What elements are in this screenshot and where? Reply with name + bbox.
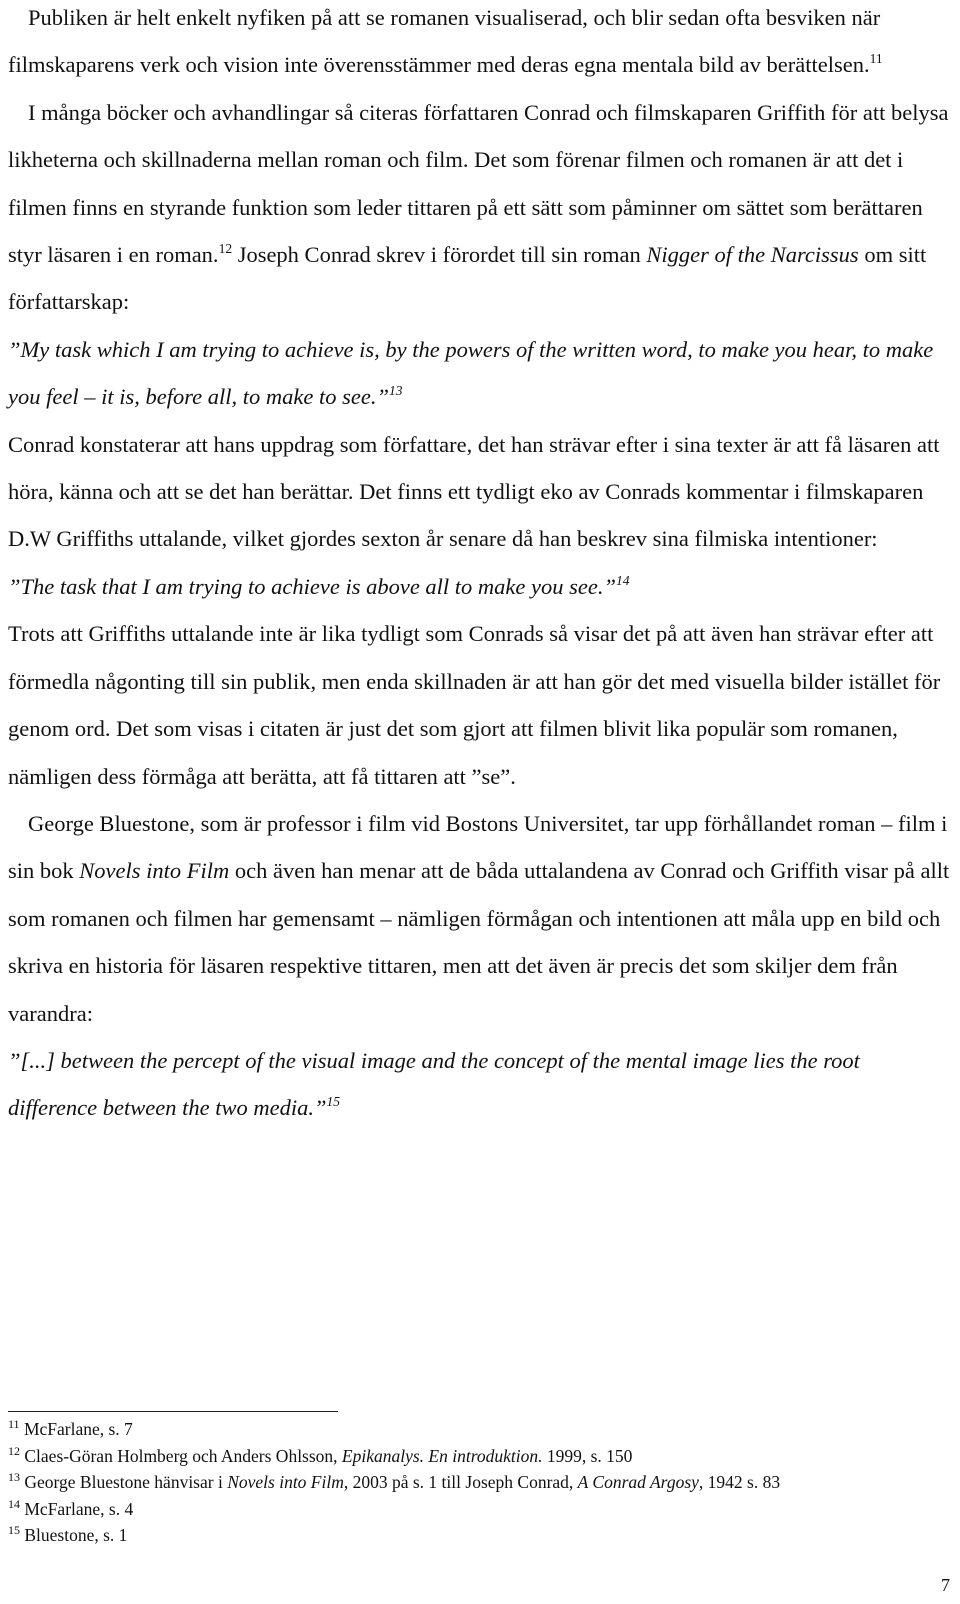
book-title: Novels into Film: [79, 858, 230, 884]
quote-close-mark: ”: [313, 1095, 327, 1121]
block-quote-bluestone: [8, 1037, 952, 1132]
footnote-13: [8, 1469, 952, 1496]
quote-text: The task that I am trying to achieve is above all to make you see.: [20, 573, 604, 599]
block-quote-griffith: [8, 563, 952, 610]
footnote-text: Claes-Göran Holmberg och Anders Ohlsson,: [24, 1445, 342, 1466]
paragraph-audience: [8, 0, 952, 89]
footnote-number: 14: [8, 1496, 20, 1511]
quote-open-mark: ”: [8, 573, 21, 599]
footnote-title: A Conrad Argosy: [577, 1472, 699, 1492]
footnote-number: 13: [8, 1470, 20, 1484]
paragraph-text: George Bluestone, som är professor i film vid Bostons Universitet, tar upp förhållandet roman – film i sin bok: [8, 810, 948, 884]
footnote-text: , 1942 s. 83: [698, 1472, 781, 1492]
paragraph-text: I många böcker och avhandlingar så citeras författaren Conrad och filmskaparen Griffith för att belysa likheterna och skillnaderna mellan roman och film. Det som förenar filmen och romanen är att det i filmen finns en styrande funktion som leder tittaren på ett sätt som påminner om sättet som berättaren styr läsaren i en roman.: [8, 99, 949, 268]
paragraph-text: om sitt författarskap:: [8, 242, 927, 315]
quote-text: [...] between the percept of the visual image and the concept of the mental image lies the root difference between the two media.: [8, 1047, 860, 1121]
footnote-ref-13[interactable]: 13: [388, 383, 403, 399]
footnote-separator: [8, 1411, 338, 1412]
quote-open-mark: ”: [8, 336, 21, 362]
book-title: Nigger of the Narcissus: [646, 242, 859, 268]
footnote-text: , 2003 på s. 1 till Joseph Conrad,: [343, 1472, 578, 1492]
paragraph-text: Publiken är helt enkelt nyfiken på att se romanen visualiserad, och blir sedan ofta besviken när filmskaparens verk och vision inte överensstämmer med deras egna mentala bild av berättelsen.: [8, 5, 881, 78]
page-number: 7: [941, 1575, 950, 1595]
paragraph-conrad-mission: [8, 421, 952, 563]
paragraph-text: Conrad konstaterar att hans uppdrag som författare, det han strävar efter i sina texter är att få läsaren att höra, känna och att se det han berättar. Det finns ett tydligt eko av Conrads kommentar i filmskaparen D.W Griffiths uttalande, vilket gjordes sexton år senare då han beskrev sina filmiska intentioner:: [8, 431, 940, 552]
quote-open-mark: ”: [8, 1047, 21, 1073]
footnote-12: [8, 1443, 952, 1470]
footnote-number: 15: [8, 1523, 20, 1537]
paragraph-griffith-comparison: [8, 610, 952, 800]
footnote-text: Bluestone, s. 1: [24, 1525, 128, 1545]
body-text: [8, 0, 952, 1132]
quote-text: My task which I am trying to achieve is, by the powers of the written word, to make you hear, to make you feel – it is, before all, to make to see.: [8, 336, 934, 410]
footnote-title: Novels into Film: [227, 1472, 344, 1492]
paragraph-bluestone: [8, 800, 952, 1037]
footnote-text: McFarlane, s. 7: [23, 1419, 133, 1439]
footnote-number: 12: [8, 1443, 20, 1458]
footnote-ref-14[interactable]: 14: [616, 572, 630, 588]
footnote-title: Epikanalys. En introduktion.: [341, 1445, 543, 1466]
quote-close-mark: ”: [376, 384, 389, 410]
paragraph-text: Trots att Griffiths uttalande inte är lika tydligt som Conrads så visar det på att även han strävar efter att förmedla någonting till sin publik, men enda skillnaden är att han gör det med visuella bilder istället för genom ord. Det som visas i citaten är just det som gjort att filmen blivit lika populär som romanen, nämligen dess förmåga att berätta, att få tittaren att ”se”.: [8, 621, 941, 789]
footnote-text: 1999, s. 150: [542, 1445, 633, 1466]
footnote-15: [8, 1522, 952, 1549]
footnote-ref-12[interactable]: 12: [218, 241, 233, 257]
footnote-14: [8, 1496, 952, 1523]
quote-close-mark: ”: [603, 573, 617, 599]
footnote-number: 11: [8, 1417, 20, 1431]
paragraph-text: Joseph Conrad skrev i förordet till sin roman: [232, 242, 647, 268]
paragraph-conrad-griffith: [8, 89, 952, 326]
block-quote-conrad: [8, 326, 952, 421]
footnote-text: McFarlane, s. 4: [24, 1498, 134, 1519]
paragraph-text: och även han menar att de båda uttalandena av Conrad och Griffith visar på allt som romanen och filmen har gemensamt – nämligen förmågan och intentionen att måla upp en bild och skriva en historia för läsaren respektive tittaren, men att det även är precis det som skiljer dem från varandra:: [8, 858, 950, 1026]
footnotes: [8, 1416, 952, 1549]
footnote-11: [8, 1416, 952, 1443]
footnote-ref-11[interactable]: 11: [869, 51, 883, 67]
footnote-ref-15[interactable]: 15: [326, 1094, 340, 1110]
footnote-text: George Bluestone hänvisar i: [24, 1472, 228, 1492]
